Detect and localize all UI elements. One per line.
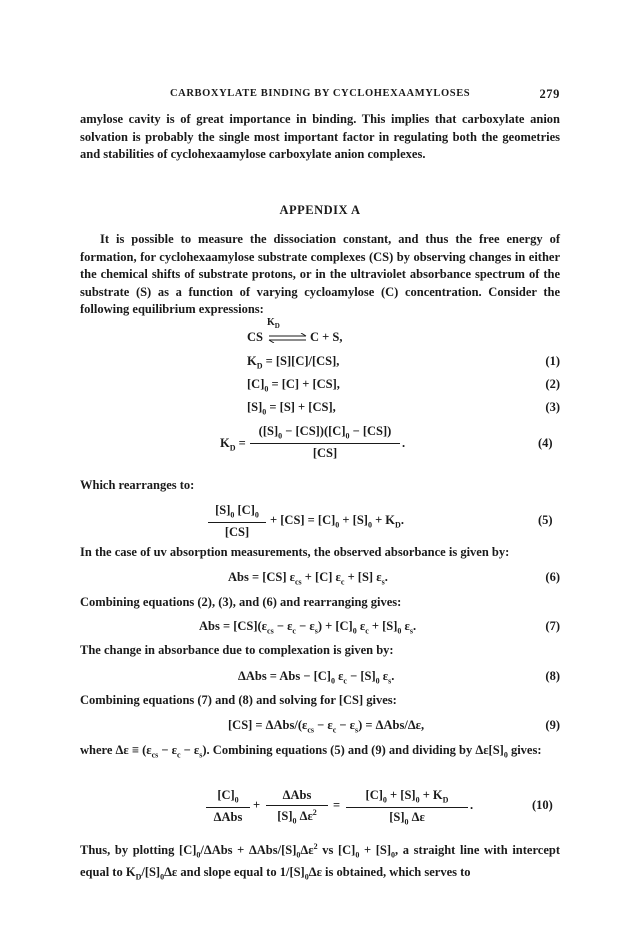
reaction-left: CS: [247, 330, 263, 344]
equation-4-fraction: [250, 424, 400, 461]
equation-4-trail: .: [402, 436, 406, 450]
equation-6-body: Abs = [CS] $\varepsilon_{cs} + [C] \varepsilon_c + [S]$ $\varepsilon_s$.: [228, 570, 388, 587]
equation-3-body: $[S]_0 = [S] + [CS]$,: [247, 400, 336, 417]
equation-number: (5): [538, 513, 553, 527]
equation-number: (10): [532, 798, 553, 812]
equation-9: [80, 718, 560, 738]
intro-paragraph: amylose cavity is of great importance in binding. This implies that carboxylate anion solvation is probably the single most important factor in regulating both the geometries and stabilities of cyclohexaamylose carboxylate anion complexes.: [80, 112, 560, 161]
equation-6: [80, 570, 560, 590]
running-title: CARBOXYLATE BINDING BY CYCLOHEXAAMYLOSES: [170, 88, 471, 99]
equation-4-numerator: $([S]_0 - [CS])([C]_0 - [CS])$: [250, 424, 400, 444]
equation-10-trail: .: [470, 798, 474, 812]
equation-10-fraction-1: [206, 788, 250, 825]
equation-10-f3-denominator: $[S]_0$ Δε: [389, 809, 425, 826]
equation-8: [80, 669, 560, 689]
equation-3: [80, 400, 560, 420]
equation-number: (1): [545, 354, 560, 368]
equation-number: (9): [545, 718, 560, 732]
equation-8-body: ΔAbs = Abs − $[C]_0$ $\varepsilon_c - [S]_0$ $\varepsilon_s$.: [238, 669, 395, 686]
equation-5-denominator: [CS]: [224, 524, 250, 539]
equation-10-plus: +: [253, 798, 261, 812]
equation-10-f1-denominator: ΔAbs: [213, 809, 243, 824]
equilibrium-arrow-icon: [268, 333, 308, 343]
appendix-paragraph: It is possible to measure the dissociation constant, and thus the free energy of formation, for cyclohexaamylose substrate complexes (CS) by observing changes in either the chemical shifts of substrate protons, or in the ultraviolet absorbance spectrum of the substrate (S) as a function of varying cycloamylose (C) concentration. Consider the following equilibrium expressions:: [80, 232, 560, 316]
text-change: The change in absorbance due to complexation is given by:: [80, 643, 394, 657]
text-combining-2: Combining equations (7) and (8) and solving for [CS] gives:: [80, 693, 397, 707]
equation-number: (3): [545, 400, 560, 414]
equation-2: [80, 377, 560, 397]
equation-5-rest: + $[CS] = [C]_0 + [S]_0 + K_D$.: [270, 513, 404, 530]
reaction-right: C + S,: [310, 330, 343, 344]
equation-4-denominator: [CS]: [312, 445, 338, 460]
equation-1-body: $K_D = [S][C]/[CS]$,: [247, 354, 340, 371]
equation-5-numerator: $[S]_0$ $[C]_0$: [208, 503, 266, 523]
equation-2-body: $[C]_0 = [C] + [CS]$,: [247, 377, 340, 394]
equation-number: (4): [538, 436, 553, 450]
text-combining-1: Combining equations (2), (3), and (6) and rearranging gives:: [80, 595, 402, 609]
equation-4-lhs: $K_D$ =: [220, 436, 246, 453]
equation-7: [80, 619, 560, 639]
equation-10-f3-numerator: $[C]_0 + [S]_0 + K_D$: [346, 788, 468, 808]
section-title: APPENDIX A: [279, 203, 361, 217]
equation-10-f2-denominator: $[S]_0$ $\Delta\varepsilon^2$: [277, 808, 317, 826]
equation-10-f2-numerator: ΔAbs: [266, 788, 328, 806]
equation-10-fraction-3: [346, 788, 468, 826]
page-number: 279: [539, 87, 560, 101]
equation-number: (2): [545, 377, 560, 391]
equation-7-body: Abs = $[CS](\varepsilon_{cs} - \varepsilon_c - \varepsilon_s) + [C]_0$ $\varepsilon_c + [S]_0$ $\varepsilon_s$.: [199, 619, 417, 636]
equation-10-equals: =: [333, 798, 341, 812]
text-rearranges: Which rearranges to:: [80, 478, 195, 492]
equation-10-f1-numerator: $[C]_0$: [206, 788, 250, 808]
equation-10-fraction-2: [266, 788, 328, 826]
equation-number: (7): [545, 619, 560, 633]
text-where: where $\Delta\varepsilon \equiv (\varepsilon_{cs} - \varepsilon_c - \varepsilon_s)$. Combining equations (5) and (9) and dividing by $\Delta\varepsilon[S]_0$ gives:: [80, 743, 542, 760]
reaction-arrow-label: $K_D$: [267, 317, 280, 330]
equation-9-body: [CS] = ΔAbs/$(\varepsilon_{cs} - \varepsilon_c - \varepsilon_s) = \Delta Abs/\Delta\varepsilon$,: [228, 718, 425, 735]
equation-number: (6): [545, 570, 560, 584]
text-uv: In the case of uv absorption measurements, the observed absorbance is given by:: [80, 545, 510, 559]
equation-number: (8): [545, 669, 560, 683]
closing-paragraph: Thus, by plotting $[C]_0$/ΔAbs + ΔAbs/$[S]_0\Delta\varepsilon^2$ vs $[C]_0 + [S]_0$, a straight line with intercept equal to $K_D/[S]_0\Delta\varepsilon$ and slope equal to $1/[S]_0\Delta\varepsilon$ is obtained, which serves to: [80, 842, 560, 882]
equation-5-fraction: [208, 503, 266, 540]
equation-1: [80, 354, 560, 374]
